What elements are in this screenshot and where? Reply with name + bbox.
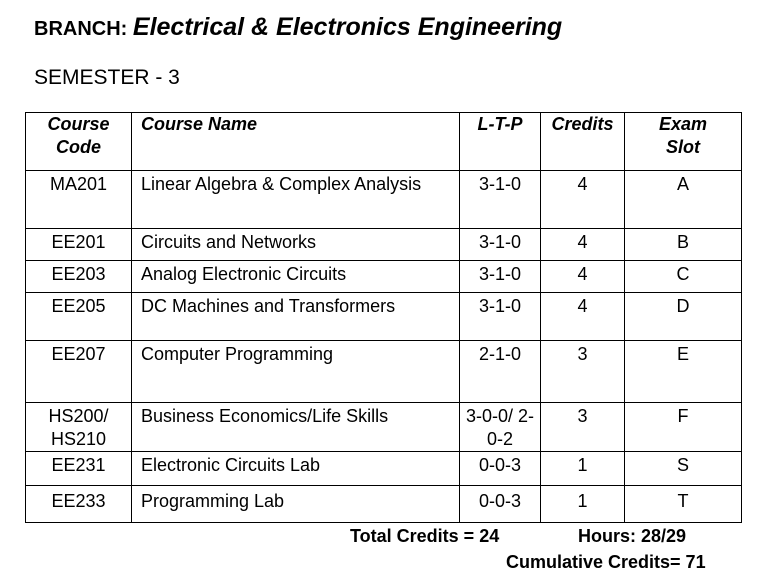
course-ltp: 0-0-3 bbox=[460, 486, 541, 523]
course-exam-slot: S bbox=[625, 452, 742, 486]
table-row bbox=[26, 171, 742, 229]
table-row bbox=[26, 403, 742, 452]
course-code: EE201 bbox=[26, 229, 132, 261]
course-name: Circuits and Networks bbox=[132, 229, 460, 261]
course-exam-slot: D bbox=[625, 293, 742, 341]
course-name: Electronic Circuits Lab bbox=[132, 452, 460, 486]
course-exam-slot: F bbox=[625, 403, 742, 452]
table-header-row bbox=[26, 113, 742, 171]
course-ltp: 3-1-0 bbox=[460, 261, 541, 293]
table-row bbox=[26, 293, 742, 341]
course-ltp: 0-0-3 bbox=[460, 452, 541, 486]
course-name: Analog Electronic Circuits bbox=[132, 261, 460, 293]
cumulative-credits: Cumulative Credits= 71 bbox=[506, 552, 706, 572]
branch-heading bbox=[34, 10, 562, 46]
course-code: EE207 bbox=[26, 341, 132, 403]
header-course-name: Course Name bbox=[132, 113, 460, 171]
course-credits: 1 bbox=[541, 486, 625, 523]
course-code: EE205 bbox=[26, 293, 132, 341]
course-credits: 3 bbox=[541, 403, 625, 452]
course-ltp: 3-1-0 bbox=[460, 171, 541, 229]
header-credits: Credits bbox=[541, 113, 625, 171]
course-name: Business Economics/Life Skills bbox=[132, 403, 460, 452]
course-code: EE231 bbox=[26, 452, 132, 486]
course-credits: 4 bbox=[541, 293, 625, 341]
course-name: Programming Lab bbox=[132, 486, 460, 523]
course-exam-slot: C bbox=[625, 261, 742, 293]
course-name: Linear Algebra & Complex Analysis bbox=[132, 171, 460, 229]
course-code: MA201 bbox=[26, 171, 132, 229]
course-ltp: 2-1-0 bbox=[460, 341, 541, 403]
course-exam-slot: A bbox=[625, 171, 742, 229]
branch-name: Electrical & Electronics Engineering bbox=[132, 13, 563, 41]
course-credits: 1 bbox=[541, 452, 625, 486]
course-code: HS200/ HS210 bbox=[26, 403, 132, 452]
header-course-code-line1: Course bbox=[47, 114, 110, 134]
course-code: EE233 bbox=[26, 486, 132, 523]
course-credits: 4 bbox=[541, 229, 625, 261]
course-exam-slot: E bbox=[625, 341, 742, 403]
course-name: Computer Programming bbox=[132, 341, 460, 403]
course-ltp: 3-1-0 bbox=[460, 293, 541, 341]
table-row bbox=[26, 452, 742, 486]
table-row bbox=[26, 341, 742, 403]
header-course-code-line2: Code bbox=[56, 137, 101, 157]
course-credits: 3 bbox=[541, 341, 625, 403]
course-ltp: 3-0-0/ 2-0-2 bbox=[460, 403, 541, 452]
header-exam-slot-line1: Exam bbox=[658, 114, 708, 134]
course-credits: 4 bbox=[541, 261, 625, 293]
course-table bbox=[25, 112, 742, 523]
branch-label: BRANCH: bbox=[34, 18, 133, 40]
total-hours: Hours: 28/29 bbox=[578, 526, 687, 546]
table-row bbox=[26, 229, 742, 261]
table-row bbox=[26, 486, 742, 523]
header-exam-slot bbox=[625, 113, 742, 171]
total-credits: Total Credits = 24 bbox=[350, 526, 500, 546]
header-course-code bbox=[26, 113, 132, 171]
course-code: EE203 bbox=[26, 261, 132, 293]
header-exam-slot-line2: Slot bbox=[666, 137, 700, 157]
course-ltp: 3-1-0 bbox=[460, 229, 541, 261]
course-credits: 4 bbox=[541, 171, 625, 229]
table-row bbox=[26, 261, 742, 293]
header-ltp: L-T-P bbox=[460, 113, 541, 171]
course-exam-slot: T bbox=[625, 486, 742, 523]
semester-heading: SEMESTER - 3 bbox=[34, 66, 180, 89]
course-name: DC Machines and Transformers bbox=[132, 293, 460, 341]
course-exam-slot: B bbox=[625, 229, 742, 261]
